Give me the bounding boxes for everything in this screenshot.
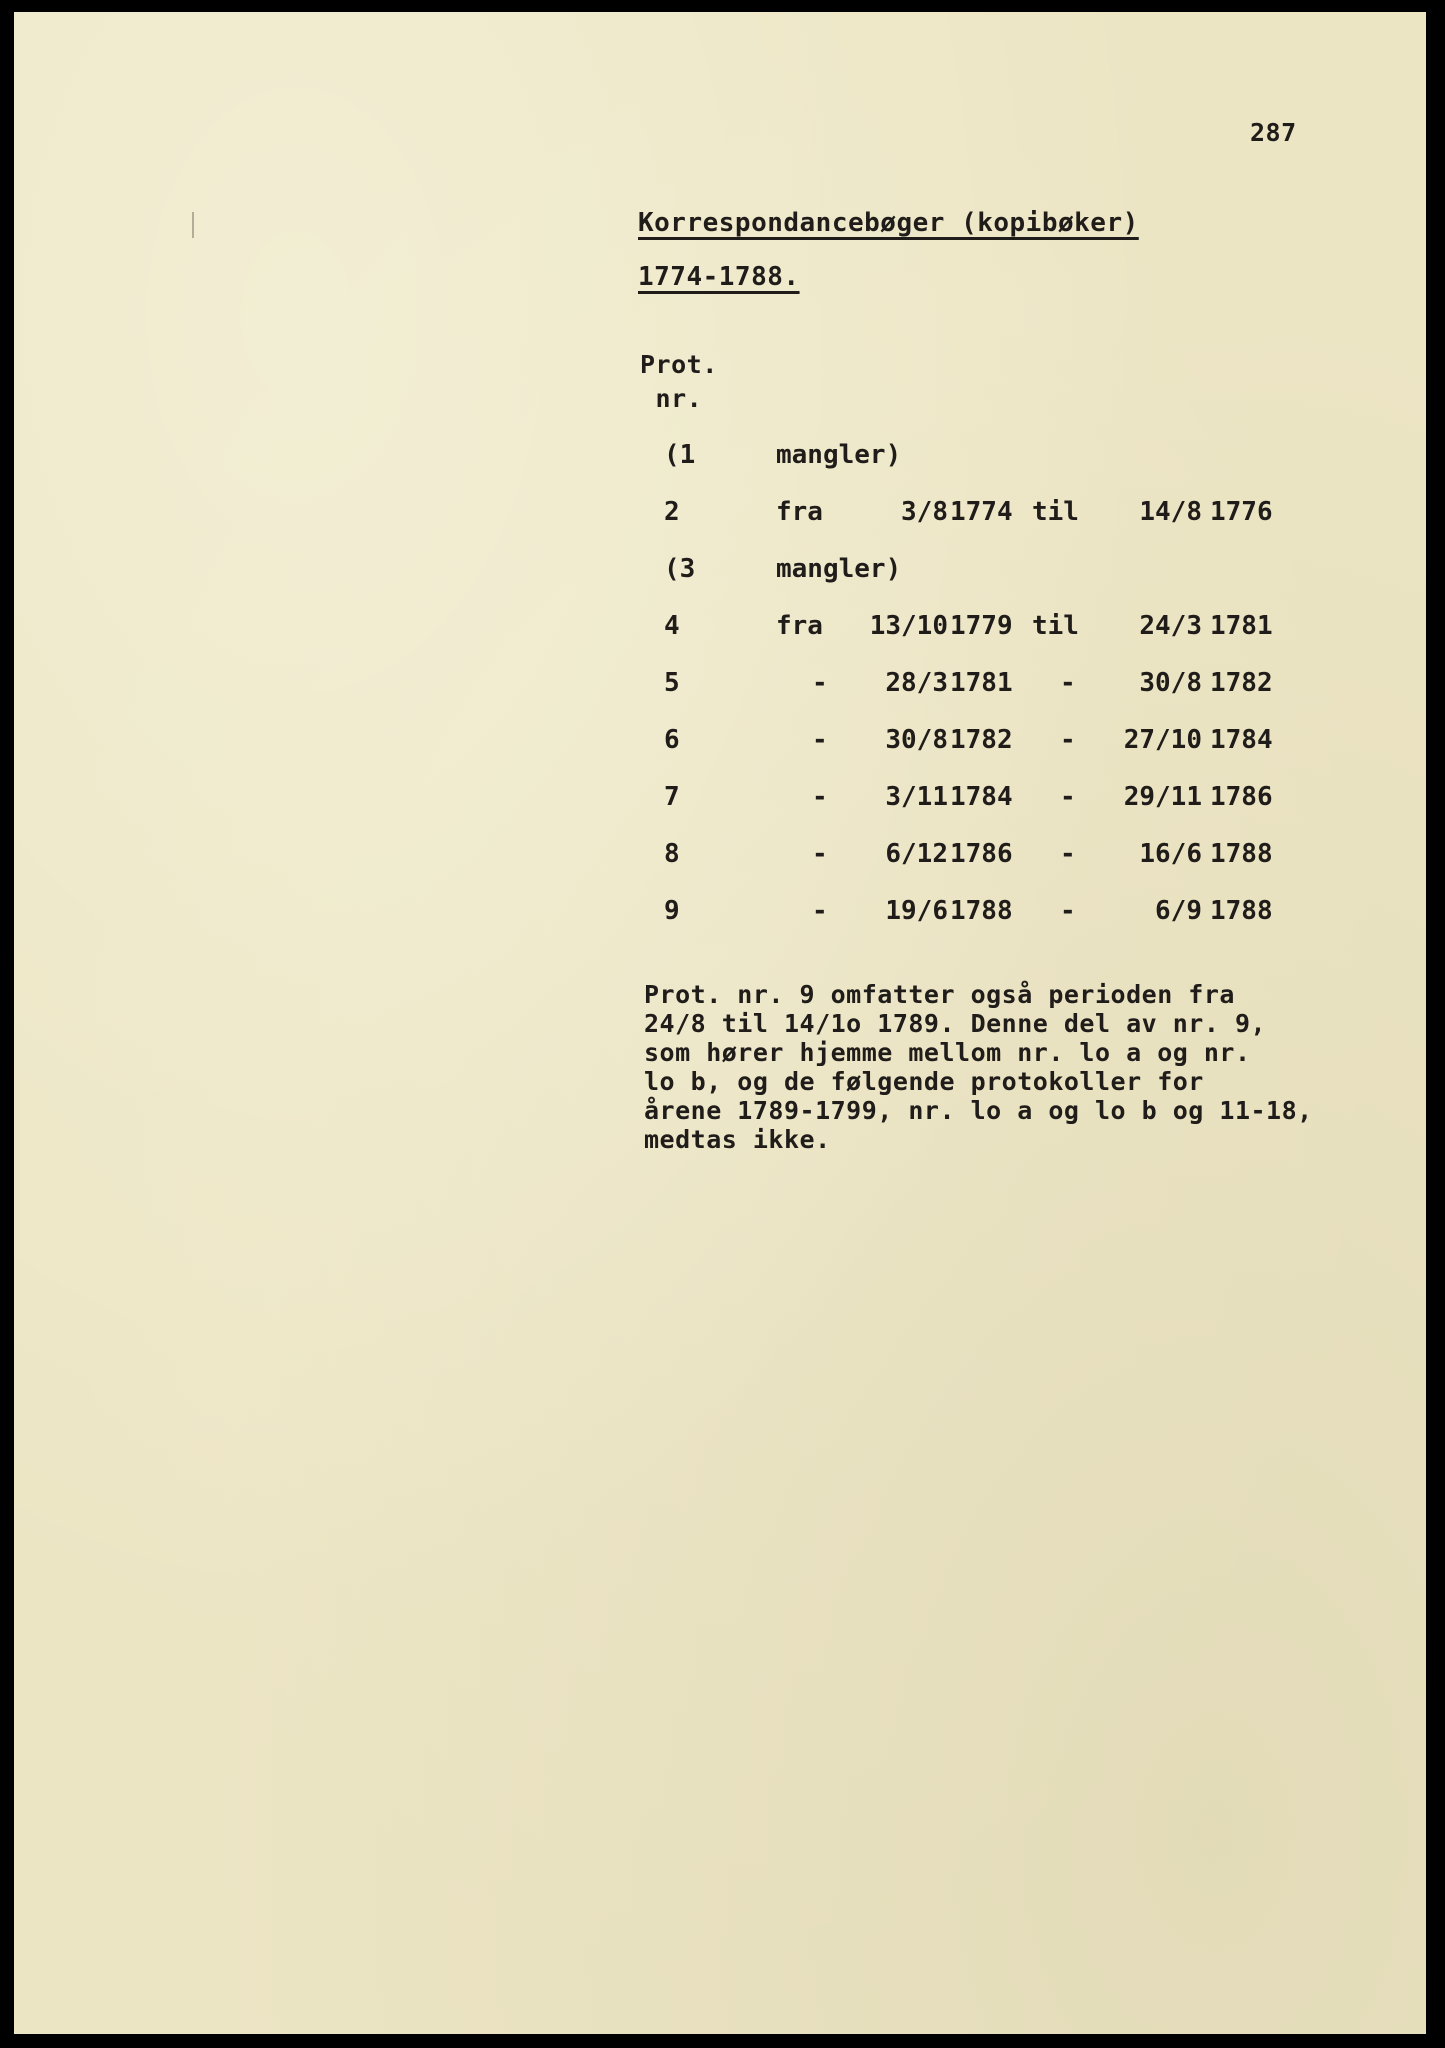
to-ditto: - (1060, 839, 1076, 869)
to-ditto: - (1060, 725, 1076, 755)
missing-note: mangler) (776, 554, 902, 584)
protocol-row (14, 554, 1426, 594)
from-word: fra (776, 611, 823, 641)
to-year: 1788 (1210, 896, 1273, 926)
footnote-line: medtas ikke. (644, 1125, 831, 1154)
prot-header-line: Prot. (640, 350, 718, 379)
to-date: 6/9 (1155, 896, 1202, 926)
document-page (14, 12, 1426, 2034)
to-year: 1776 (1210, 497, 1273, 527)
to-year: 1784 (1210, 725, 1273, 755)
protocol-row (14, 782, 1426, 822)
from-date: 19/6 (885, 896, 948, 926)
from-year: 1788 (950, 896, 1013, 926)
from-year: 1774 (950, 497, 1013, 527)
protocol-row (14, 497, 1426, 537)
from-year: 1784 (950, 782, 1013, 812)
from-year: 1782 (950, 725, 1013, 755)
protocol-row (14, 839, 1426, 879)
protocol-number: 9 (664, 896, 680, 926)
protocol-row (14, 725, 1426, 765)
margin-mark (192, 212, 194, 238)
protocol-number: (1 (664, 440, 696, 470)
to-date: 30/8 (1139, 668, 1202, 698)
protocol-number: 8 (664, 839, 680, 869)
footnote-line: som hører hjemme mellom nr. lo a og nr. (644, 1038, 1251, 1067)
protocol-number: 5 (664, 668, 680, 698)
footnote-line: Prot. nr. 9 omfatter også perioden fra (644, 980, 1235, 1009)
from-date: 3/11 (885, 782, 948, 812)
missing-note: mangler) (776, 440, 902, 470)
to-year: 1781 (1210, 611, 1273, 641)
to-year: 1786 (1210, 782, 1273, 812)
from-date: 6/12 (885, 839, 948, 869)
to-word: til (1032, 611, 1079, 641)
to-date: 14/8 (1139, 497, 1202, 527)
from-ditto: - (812, 725, 828, 755)
protocol-row (14, 896, 1426, 936)
protocol-column-header (640, 348, 718, 416)
protocol-number: 6 (664, 725, 680, 755)
from-ditto: - (812, 839, 828, 869)
prot-header-line: nr. (640, 384, 703, 413)
protocol-number: 2 (664, 497, 680, 527)
from-date: 3/8 (901, 497, 948, 527)
protocol-row (14, 611, 1426, 651)
from-date: 13/10 (869, 611, 948, 641)
protocol-row (14, 668, 1426, 708)
to-date: 24/3 (1139, 611, 1202, 641)
protocol-number: 4 (664, 611, 680, 641)
protocol-row (14, 440, 1426, 480)
footnote-line: årene 1789-1799, nr. lo a og lo b og 11-18, (644, 1096, 1313, 1125)
protocol-number: (3 (664, 554, 696, 584)
footnote-line: lo b, og de følgende protokoller for (644, 1067, 1204, 1096)
to-year: 1782 (1210, 668, 1273, 698)
page-number: 287 (1250, 118, 1297, 147)
from-word: fra (776, 497, 823, 527)
from-date: 28/3 (885, 668, 948, 698)
to-word: til (1032, 497, 1079, 527)
to-ditto: - (1060, 896, 1076, 926)
from-ditto: - (812, 668, 828, 698)
to-year: 1788 (1210, 839, 1273, 869)
footnote-line: 24/8 til 14/1o 1789. Denne del av nr. 9, (644, 1009, 1267, 1038)
from-date: 30/8 (885, 725, 948, 755)
from-year: 1779 (950, 611, 1013, 641)
document-title: Korrespondancebøger (kopibøker) (638, 208, 1139, 238)
to-ditto: - (1060, 782, 1076, 812)
protocol-number: 7 (664, 782, 680, 812)
to-date: 29/11 (1123, 782, 1202, 812)
to-date: 27/10 (1123, 725, 1202, 755)
to-date: 16/6 (1139, 839, 1202, 869)
from-ditto: - (812, 896, 828, 926)
from-year: 1786 (950, 839, 1013, 869)
document-years: 1774-1788. (638, 262, 800, 292)
to-ditto: - (1060, 668, 1076, 698)
from-ditto: - (812, 782, 828, 812)
from-year: 1781 (950, 668, 1013, 698)
footnote-paragraph (644, 980, 1313, 1154)
